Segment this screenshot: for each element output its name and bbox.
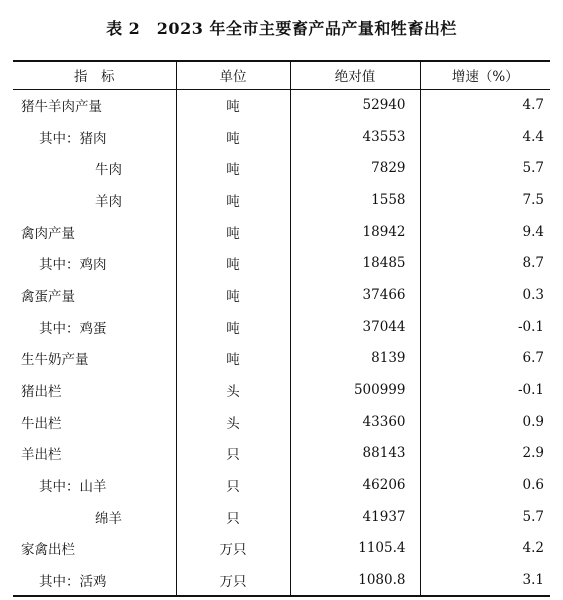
indicator-cell: 牛出栏	[13, 406, 176, 438]
livestock-table	[13, 60, 550, 597]
unit-cell: 头	[176, 406, 290, 438]
indicator-cell: 羊肉	[13, 184, 176, 216]
table-row	[13, 121, 550, 153]
value-cell: 37466	[290, 279, 420, 311]
value-cell: 18942	[290, 216, 420, 248]
unit-cell: 吨	[176, 89, 290, 121]
value-cell: 500999	[290, 374, 420, 406]
growth-cell: 5.7	[522, 508, 544, 525]
table-row	[13, 279, 550, 311]
unit-cell: 吨	[176, 311, 290, 343]
growth-cell: 0.6	[522, 477, 544, 494]
indicator-cell: 猪牛羊肉产量	[13, 89, 176, 121]
value-cell: 41937	[290, 501, 420, 533]
growth-cell: 4.4	[522, 128, 544, 145]
table-row	[13, 406, 550, 438]
table-row	[13, 438, 550, 470]
indicator-cell: 禽蛋产量	[13, 279, 176, 311]
unit-cell: 头	[176, 374, 290, 406]
value-cell: 43553	[290, 121, 420, 153]
unit-cell: 吨	[176, 216, 290, 248]
table-row	[13, 564, 550, 596]
value-cell: 1558	[290, 184, 420, 216]
value-cell: 1105.4	[290, 533, 420, 565]
unit-cell: 万只	[176, 564, 290, 596]
indicator-cell: 家禽出栏	[13, 533, 176, 565]
unit-cell: 只	[176, 501, 290, 533]
unit-cell: 吨	[176, 152, 290, 184]
growth-cell: 2.9	[522, 445, 544, 462]
indicator-cell: 其中：活鸡	[13, 564, 176, 596]
value-cell: 37044	[290, 311, 420, 343]
growth-cell: 4.7	[522, 97, 544, 114]
value-cell: 18485	[290, 247, 420, 279]
growth-cell: 7.5	[522, 191, 544, 208]
unit-cell: 只	[176, 469, 290, 501]
indicator-cell: 禽肉产量	[13, 216, 176, 248]
table-row	[13, 469, 550, 501]
indicator-cell: 其中：猪肉	[13, 121, 176, 153]
header-growth: 增速（%）	[420, 61, 550, 89]
value-cell: 8139	[290, 343, 420, 375]
indicator-cell: 其中：山羊	[13, 469, 176, 501]
growth-cell: -0.1	[517, 318, 544, 335]
table-header-row	[13, 61, 550, 89]
unit-cell: 吨	[176, 184, 290, 216]
table-row	[13, 184, 550, 216]
table-row	[13, 533, 550, 565]
indicator-cell: 猪出栏	[13, 374, 176, 406]
unit-cell: 吨	[176, 279, 290, 311]
growth-cell: 6.7	[522, 350, 544, 367]
header-unit: 单位	[176, 61, 290, 89]
table-row	[13, 374, 550, 406]
indicator-cell: 生牛奶产量	[13, 343, 176, 375]
growth-cell: 8.7	[522, 255, 544, 272]
indicator-cell: 牛肉	[13, 152, 176, 184]
unit-cell: 只	[176, 438, 290, 470]
value-cell: 43360	[290, 406, 420, 438]
table-row	[13, 152, 550, 184]
unit-cell: 吨	[176, 121, 290, 153]
table-row	[13, 501, 550, 533]
indicator-cell: 羊出栏	[13, 438, 176, 470]
unit-cell: 吨	[176, 247, 290, 279]
table-title: 表 2 2023 年全市主要畜产品产量和牲畜出栏	[106, 19, 457, 38]
unit-cell: 吨	[176, 343, 290, 375]
growth-cell: 3.1	[420, 564, 550, 596]
growth-cell: 0.9	[522, 413, 544, 430]
growth-cell: 0.3	[522, 286, 544, 303]
indicator-cell: 其中：鸡蛋	[13, 311, 176, 343]
growth-cell: -0.1	[517, 382, 544, 399]
value-cell: 7829	[290, 152, 420, 184]
header-value: 绝对值	[290, 61, 420, 89]
growth-cell: 9.4	[522, 223, 544, 240]
table-row	[13, 343, 550, 375]
table-row	[13, 89, 550, 121]
indicator-cell: 绵羊	[13, 501, 176, 533]
value-cell: 52940	[290, 89, 420, 121]
value-cell: 1080.8	[290, 564, 420, 596]
growth-cell: 4.2	[522, 540, 544, 557]
value-cell: 88143	[290, 438, 420, 470]
table-row	[13, 216, 550, 248]
table-row	[13, 247, 550, 279]
table-row	[13, 311, 550, 343]
header-indicator: 指 标	[13, 61, 176, 89]
unit-cell: 万只	[176, 533, 290, 565]
growth-cell: 5.7	[522, 160, 544, 177]
indicator-cell: 其中：鸡肉	[13, 247, 176, 279]
value-cell: 46206	[290, 469, 420, 501]
